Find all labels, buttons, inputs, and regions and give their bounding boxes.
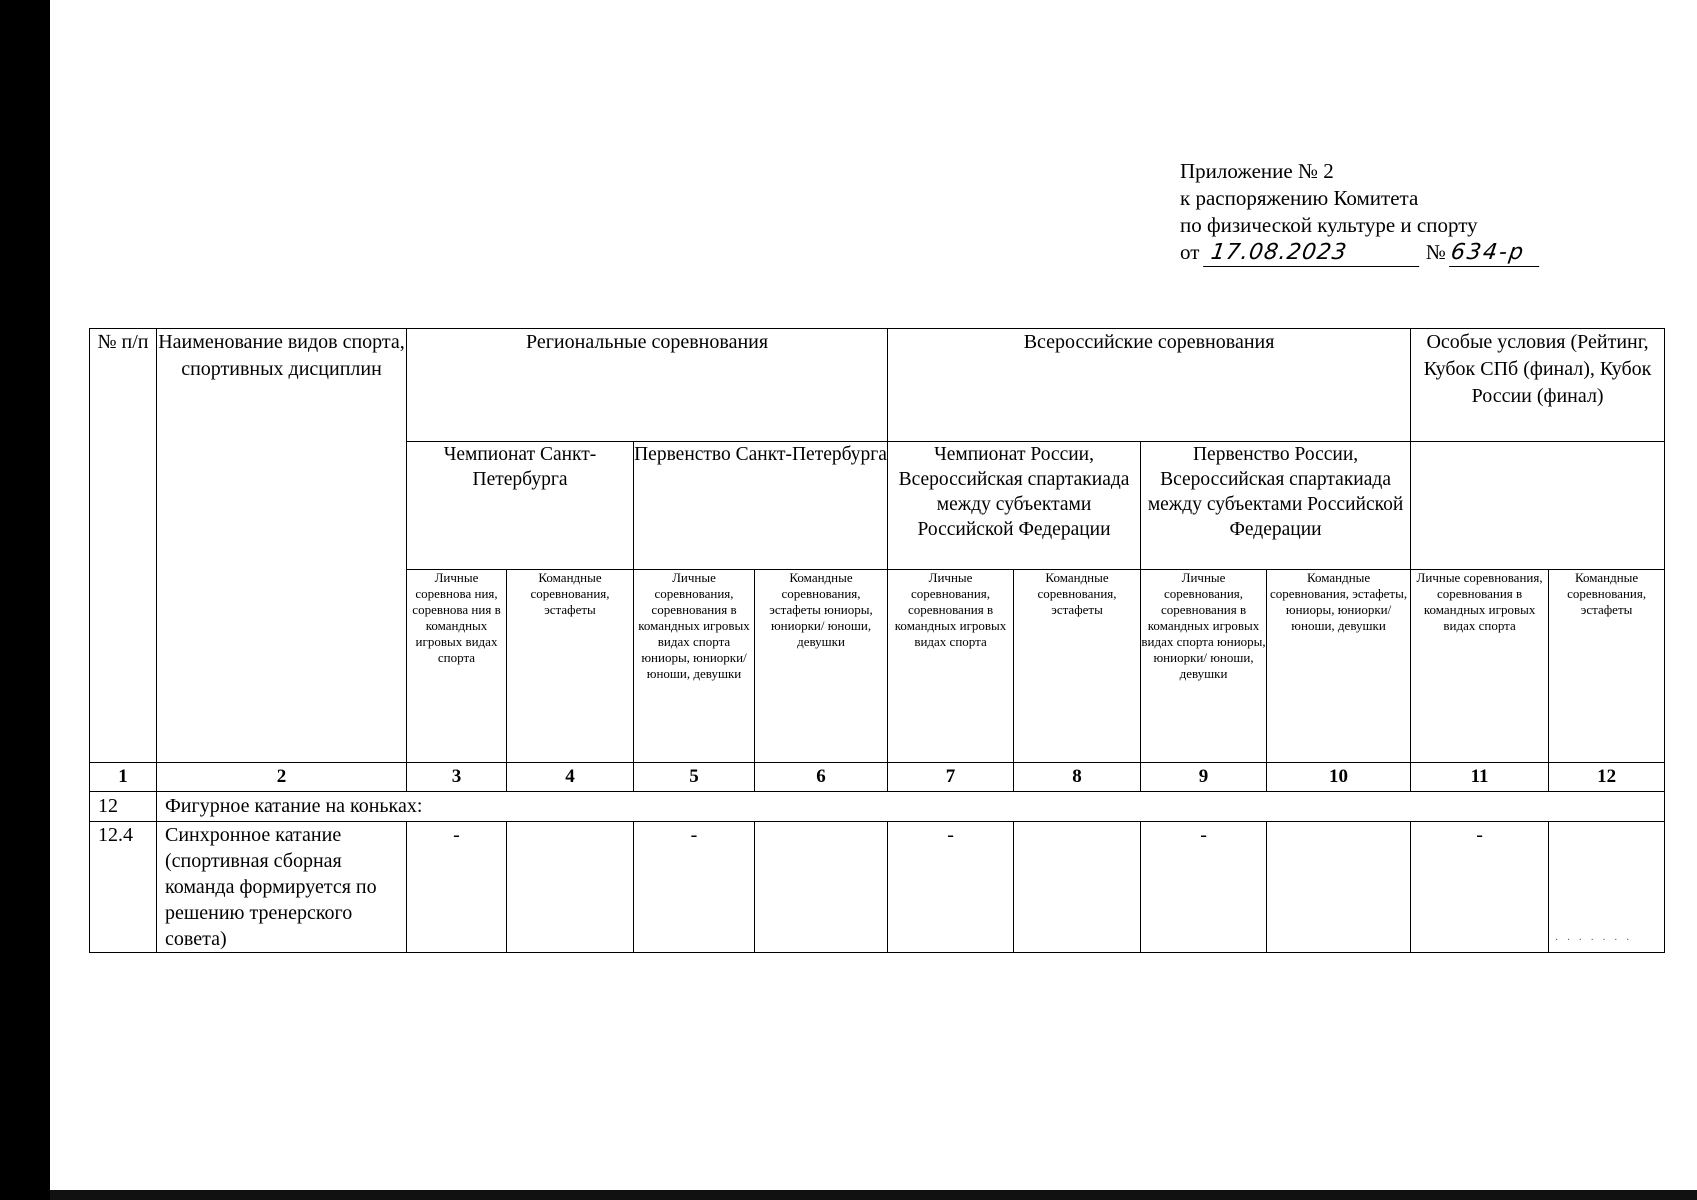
appendix-header xyxy=(1180,158,1541,267)
col-header-10: Командные соревнования, эстафеты, юниоры, юниорки/ юноши, девушки xyxy=(1267,570,1411,763)
group-header-regional: Региональные соревнования xyxy=(407,329,888,442)
col-header-12: Командные соревнования, эстафеты xyxy=(1549,570,1665,763)
col-header-4: Командные соревнования, эстафеты xyxy=(507,570,634,763)
section-row xyxy=(90,792,1665,822)
row-number: 12.4 xyxy=(90,822,157,953)
row-cell-10 xyxy=(1267,822,1411,953)
column-number: 7 xyxy=(888,763,1014,792)
scan-edge-left xyxy=(0,0,50,1200)
col-header-6: Командные соревнования, эстафеты юниоры, юниорки/ юноши, девушки xyxy=(755,570,888,763)
date-number-line xyxy=(1180,239,1541,267)
row-discipline-name: Синхронное катание (спортивная сборная команда формируется по решению тренерского совета) xyxy=(157,822,407,953)
column-number: 6 xyxy=(755,763,888,792)
col-header-name: Наименование видов спорта, спортивных дисциплин xyxy=(157,329,407,763)
column-number: 4 xyxy=(507,763,634,792)
col-header-9: Личные соревнования, соревнования в командных игровых видах спорта юниоры, юниорки/ юноши, девушки xyxy=(1141,570,1267,763)
subheader-champ-ru: Чемпионат России, Всероссийская спартакиада между субъектами Российской Федерации xyxy=(888,442,1141,570)
competitions-table xyxy=(89,328,1665,953)
col-header-8: Командные соревнования, эстафеты xyxy=(1014,570,1141,763)
row-cell-6 xyxy=(755,822,888,953)
row-cell-7: - xyxy=(888,822,1014,953)
scan-edge-bottom xyxy=(50,1190,1697,1200)
appendix-title: Приложение № 2 xyxy=(1180,159,1334,183)
row-cell-4 xyxy=(507,822,634,953)
column-numbers-row xyxy=(90,763,1665,792)
handwritten-date: 17.08.2023 xyxy=(1203,239,1423,267)
subheader-special-empty xyxy=(1411,442,1665,570)
section-number: 12 xyxy=(90,792,157,822)
group-header-allrussia: Всероссийские соревнования xyxy=(888,329,1411,442)
column-number: 3 xyxy=(407,763,507,792)
row-cell-9: - xyxy=(1141,822,1267,953)
section-title: Фигурное катание на коньках: xyxy=(157,792,1665,822)
column-number: 10 xyxy=(1267,763,1411,792)
row-cell-11: - xyxy=(1411,822,1549,953)
col-header-3: Личные соревнова ния, соревнова ния в командных игровых видах спорта xyxy=(407,570,507,763)
col-header-7: Личные соревнования, соревнования в командных игровых видах спорта xyxy=(888,570,1014,763)
row-cell-5: - xyxy=(634,822,755,953)
group-header-special: Особые условия (Рейтинг, Кубок СПб (финал), Кубок России (финал) xyxy=(1411,329,1665,442)
column-number: 1 xyxy=(90,763,157,792)
date-prefix: от xyxy=(1180,240,1200,264)
header-row-1 xyxy=(90,329,1665,442)
column-number: 8 xyxy=(1014,763,1141,792)
handwritten-number: 634-р xyxy=(1449,239,1543,267)
col-header-5: Личные соревнования, соревнования в командных игровых видах спорта юниоры, юниорки/ юноши, девушки xyxy=(634,570,755,763)
column-number: 12 xyxy=(1549,763,1665,792)
row-cell-12 xyxy=(1549,822,1665,953)
column-number: 5 xyxy=(634,763,755,792)
scan-noise: · · · · · · · xyxy=(1555,935,1633,946)
appendix-line2: к распоряжению Комитета xyxy=(1180,186,1419,210)
column-number: 2 xyxy=(157,763,407,792)
table-row xyxy=(90,822,1665,953)
subheader-first-spb: Первенство Санкт-Петербурга xyxy=(634,442,888,570)
row-cell-3: - xyxy=(407,822,507,953)
col-header-no: № п/п xyxy=(90,329,157,763)
row-cell-8 xyxy=(1014,822,1141,953)
col-header-11: Личные соревнования, соревнования в командных игровых видах спорта xyxy=(1411,570,1549,763)
subheader-champ-spb: Чемпионат Санкт-Петербурга xyxy=(407,442,634,570)
number-prefix: № xyxy=(1425,240,1446,264)
subheader-first-ru: Первенство России, Всероссийская спартакиада между субъектами Российской Федерации xyxy=(1141,442,1411,570)
appendix-line3: по физической культуре и спорту xyxy=(1180,213,1478,237)
column-number: 11 xyxy=(1411,763,1549,792)
column-number: 9 xyxy=(1141,763,1267,792)
